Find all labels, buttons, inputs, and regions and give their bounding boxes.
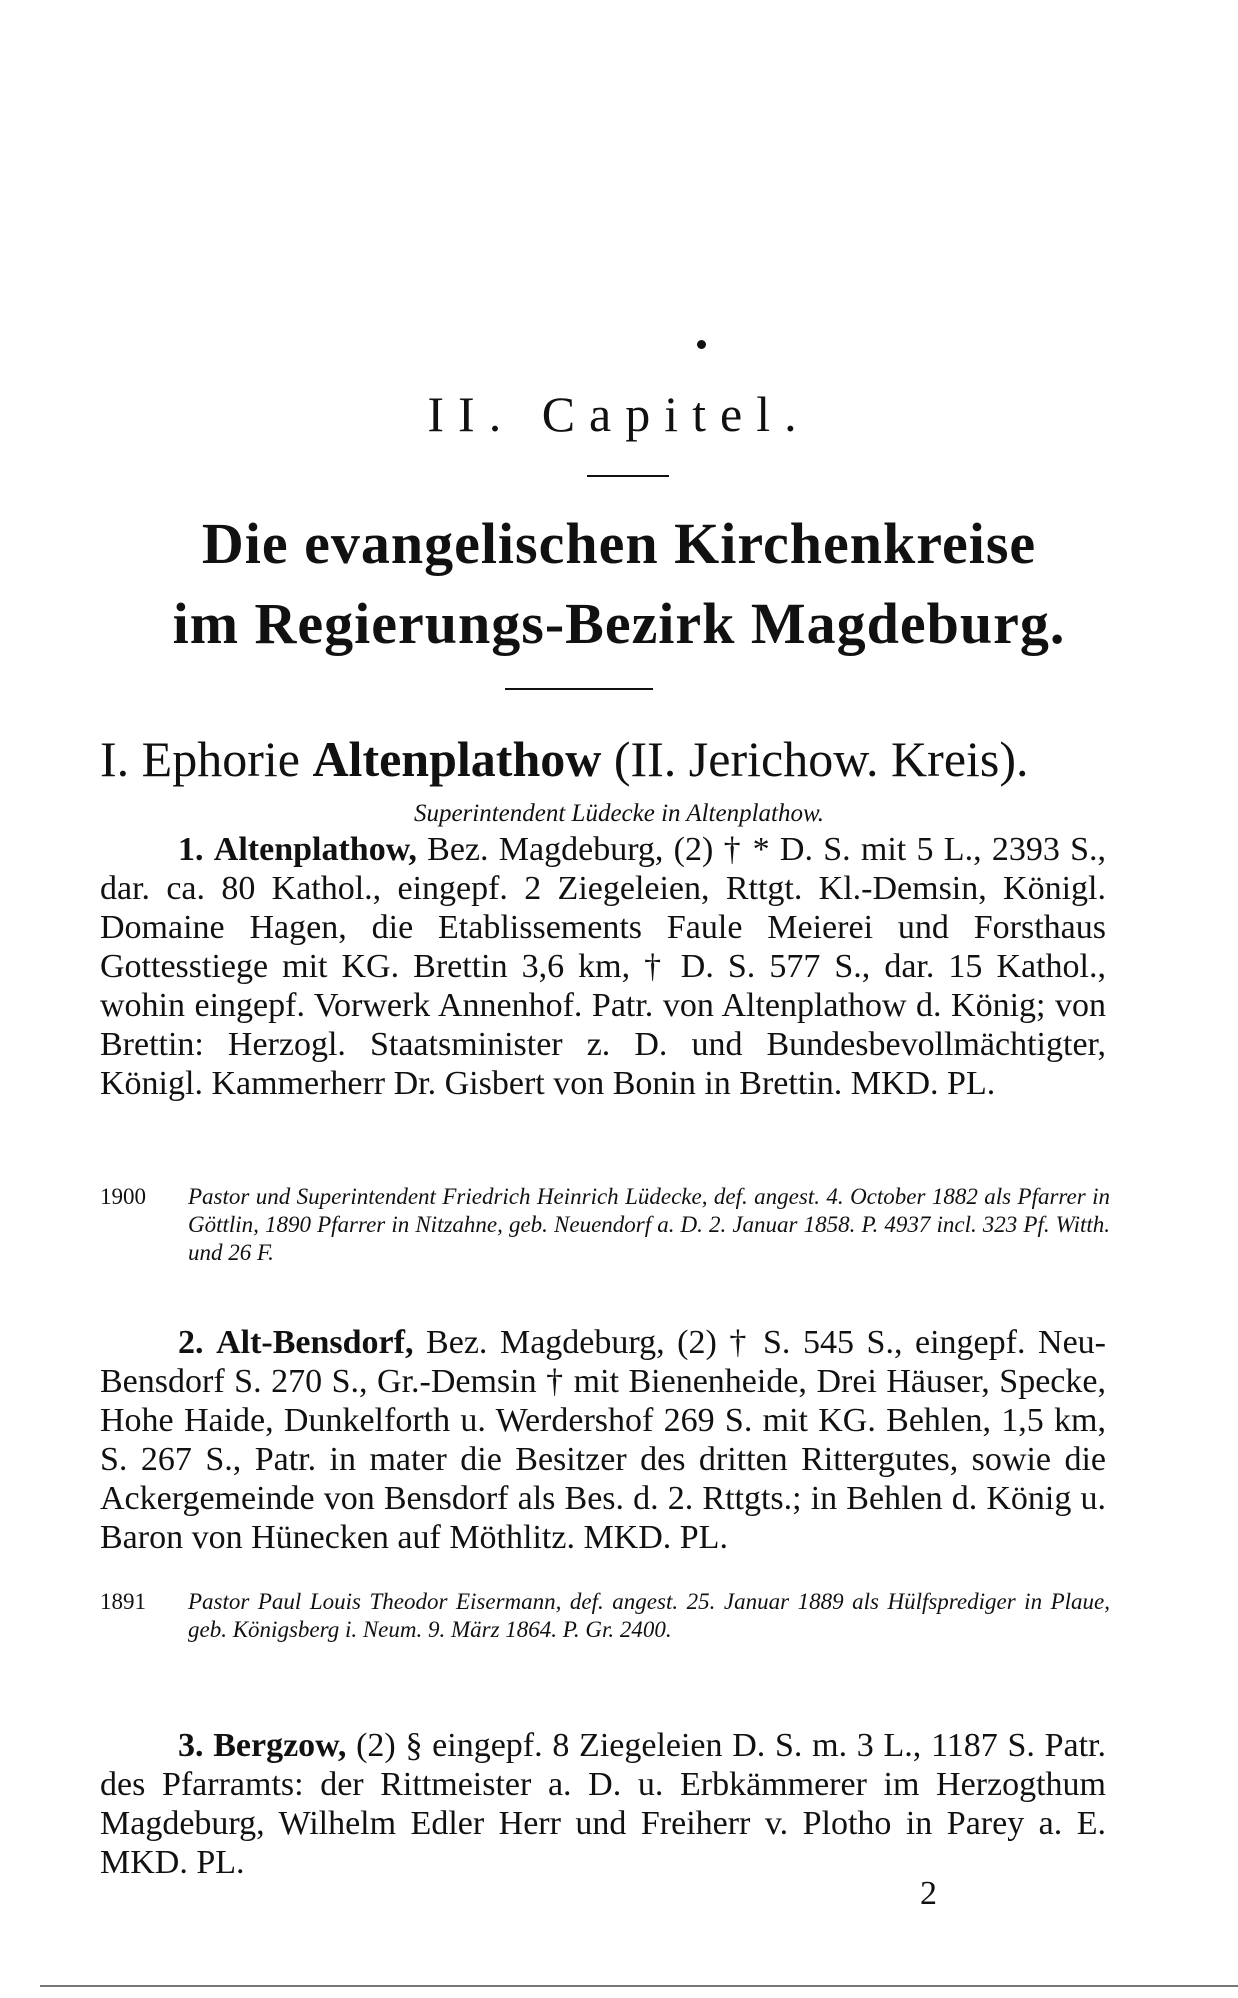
scan-edge (40, 1985, 1238, 1987)
pastor-note (100, 1588, 1110, 1644)
entry-name: Alt-Bensdorf, (216, 1324, 414, 1361)
note-text: Pastor und Superintendent Friedrich Heinrich Lüdecke, def. angest. 4. October 1882 als Pfarrer in Göttlin, 1890 Pfarrer in Nitzahne, geb. Neuendorf a. D. 2. Januar 1858. P. 4937 incl. 323 Pf. Witth. und 26 F. (188, 1184, 1110, 1265)
note-text: Pastor Paul Louis Theodor Eisermann, def. angest. 25. Januar 1889 als Hülfsprediger in Plaue, geb. Königsberg i. Neum. 9. März 1864. P. Gr. 2400. (188, 1589, 1110, 1642)
parish-entry (100, 1323, 1106, 1557)
entry-text: Bez. Magdeburg, (2) † S. 545 S., eingepf. Neu-Bensdorf S. 270 S., Gr.-Demsin † mit Bienenheide, Drei Häuser, Specke, Hohe Haide, Dunkelforth u. Werdershof 269 S. mit KG. Behlen, 1,5 km, S. 267 S., Patr. in mater die Besitzer des dritten Rittergutes, sowie die Ackergemeinde von Bensdorf als Bes. d. 2. Rttgts.; in Behlen d. König u. Baron von Hünecken auf Möthlitz. MKD. PL. (100, 1324, 1107, 1556)
pastor-note (100, 1183, 1110, 1267)
divider-rule (587, 475, 669, 477)
page-number: 2 (920, 1875, 937, 1912)
entry-text: Bez. Magdeburg, (2) † * D. S. mit 5 L., 2393 S., dar. ca. 80 Kathol., eingepf. 2 Ziegeleien, Rttgt. Kl.-Demsin, Königl. Domaine Hagen, die Etablissements Faule Meierei und Forsthaus Gottesstiege mit KG. Brettin 3,6 km, † D. S. 577 S., dar. 15 Kathol., wohin eingepf. Vorwerk Annenhof. Patr. von Altenplathow d. König; von Brettin: Herzogl. Staatsminister z. D. und Bundesbevollmächtigter, Königl. Kammerherr Dr. Gisbert von Bonin in Brettin. MKD. PL. (100, 831, 1107, 1102)
note-year: 1891 (100, 1589, 146, 1614)
parish-entry (100, 830, 1106, 1103)
parish-entry (100, 1726, 1106, 1882)
divider-rule (505, 688, 653, 690)
entry-name: Altenplathow, (213, 831, 417, 868)
entry-number: 1. (178, 831, 204, 868)
title-line-2: im Regierungs-Bezirk Magdeburg. (172, 591, 1066, 656)
chapter-heading: II. Capitel. (427, 386, 811, 442)
entry-number: 2. (178, 1324, 204, 1361)
entry-number: 3. (178, 1727, 204, 1764)
ink-dot (697, 340, 706, 349)
ephorie-suffix: (II. Jerichow. Kreis). (613, 731, 1029, 787)
note-year: 1900 (100, 1184, 146, 1209)
title-line-1: Die evangelischen Kirchenkreise (201, 511, 1037, 576)
entry-text: (2) § eingepf. 8 Ziegeleien D. S. m. 3 L., 1187 S. Patr. des Pfarramts: der Rittmeister a. D. u. Erbkämmerer im Herzogthum Magdeburg, Wilhelm Edler Herr und Freiherr v. Plotho in Parey a. E. MKD. PL. (100, 1727, 1106, 1881)
entry-name: Bergzow, (213, 1727, 347, 1764)
superintendent-line: Superintendent Lüdecke in Altenplathow. (413, 800, 825, 827)
ephorie-prefix: I. Ephorie (100, 731, 300, 787)
ephorie-name: Altenplathow (312, 731, 602, 787)
ephorie-heading (100, 730, 1140, 788)
